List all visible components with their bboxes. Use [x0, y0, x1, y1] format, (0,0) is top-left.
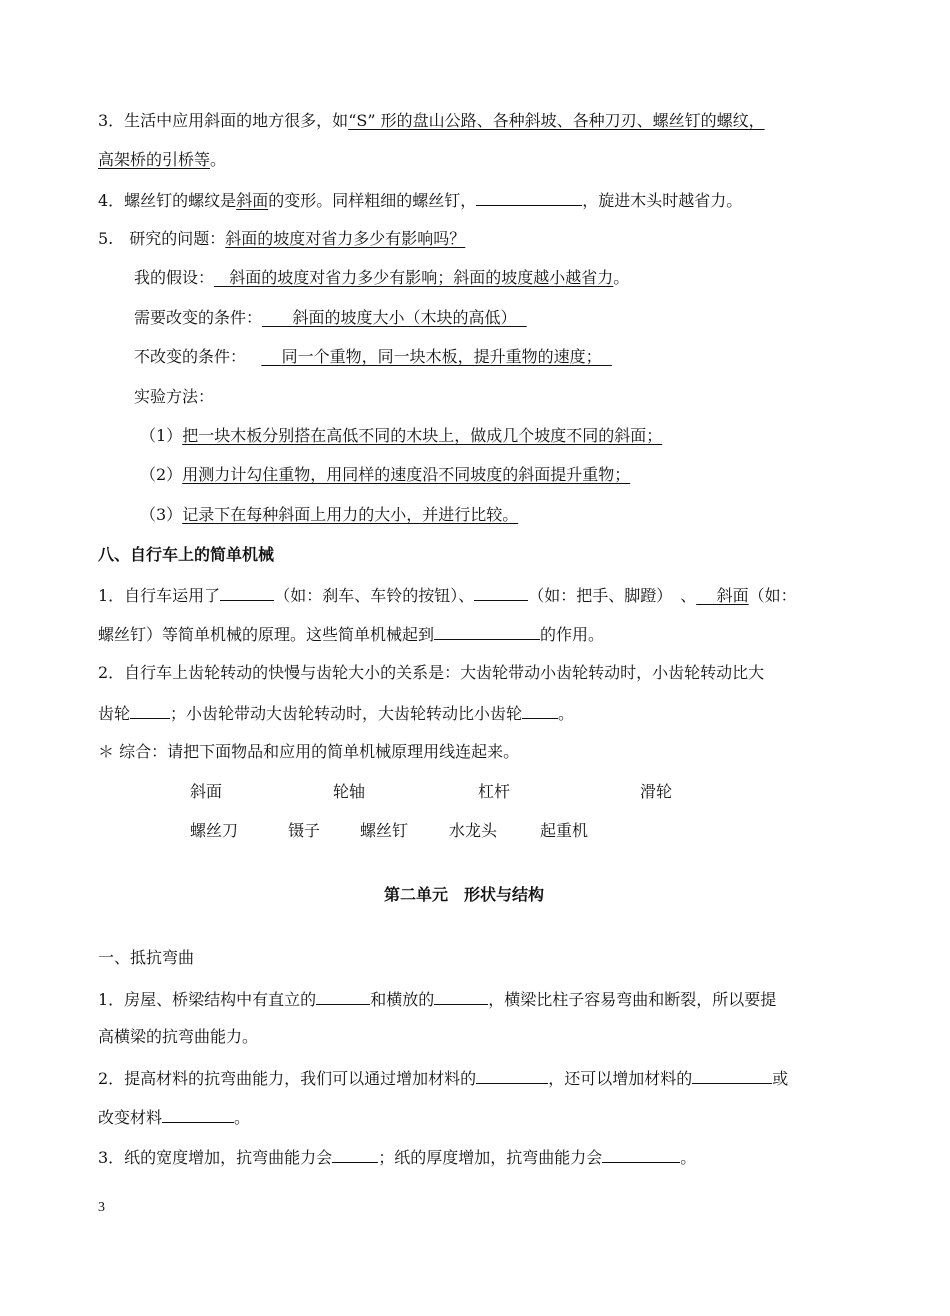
s8-item1-answer-text: 斜面 — [716, 586, 749, 605]
s8-item1-line2a: 螺丝钉）等简单机械的原理。这些简单机械起到 — [98, 625, 435, 644]
u2-item3-blank1[interactable] — [332, 1145, 378, 1163]
u2-item3-a: 3．纸的宽度增加，抗弯曲能力会 — [98, 1148, 333, 1167]
method-step-3 — [140, 504, 518, 526]
hypothesis-label: 我的假设： — [134, 268, 215, 287]
u2-item1-a: 1．房屋、桥梁结构中有直立的 — [98, 990, 317, 1009]
s8-item1-line1 — [98, 583, 797, 607]
step-text: 记录下在每种斜面上用力的大小，并进行比较。 — [182, 505, 519, 524]
item4-blank[interactable] — [476, 188, 582, 206]
object-term: 水龙头 — [449, 821, 498, 840]
u2-item2-blank1[interactable] — [476, 1066, 548, 1084]
u2-item2-line1 — [98, 1066, 788, 1090]
u2-item3-line — [98, 1145, 696, 1169]
step-num: （3） — [140, 505, 183, 524]
s8-item1-p1: 1．自行车运用了 — [98, 586, 221, 605]
u2-item1-blank2[interactable] — [434, 987, 488, 1005]
u2-item2-blank3[interactable] — [162, 1105, 234, 1123]
method-step-1 — [140, 425, 662, 447]
s8-item1-blank3[interactable] — [434, 622, 540, 640]
object-term: 镊子 — [288, 821, 321, 840]
s8-item2-blank2[interactable] — [522, 701, 558, 719]
keep-text: 同一个重物，同一块木板，提升重物的速度； — [281, 347, 602, 366]
keep-line — [134, 346, 612, 368]
s8-item1-line2 — [98, 622, 604, 646]
item3-suffix: 。 — [210, 150, 227, 169]
u2-item1-line2: 高横梁的抗弯曲能力。 — [98, 1027, 259, 1046]
item4-line — [98, 188, 742, 212]
hypothesis-end: 。 — [613, 268, 630, 287]
s8-item2-blank1[interactable] — [130, 701, 170, 719]
u2-item1-line1 — [98, 987, 776, 1011]
s8-item2-line2 — [98, 701, 574, 725]
u2-item3-blank2[interactable] — [602, 1145, 680, 1163]
item3-prefix: 3．生活中应用斜面的地方很多，如 — [98, 111, 349, 130]
s8-item1-p3: （如：把手、脚蹬） 、 — [528, 586, 697, 605]
s8-item1-blank2[interactable] — [474, 583, 528, 601]
u2-item2-blank2[interactable] — [692, 1066, 772, 1084]
method-label-text: 实验方法： — [134, 387, 215, 406]
principle-term: 滑轮 — [640, 782, 673, 801]
object-term: 螺丝钉 — [360, 821, 409, 840]
change-text: 斜面的坡度大小（木块的高低） — [292, 308, 517, 327]
item3-line2 — [98, 149, 226, 171]
u2-item3-c: 。 — [680, 1148, 697, 1167]
change-label: 需要改变的条件： — [134, 308, 263, 327]
hypothesis-text: 斜面的坡度对省力多少有影响；斜面的坡度越小越省力 — [229, 268, 614, 287]
u2-item2-line2a: 改变材料 — [98, 1108, 163, 1127]
u2-item2-c: 或 — [772, 1069, 789, 1088]
hypothesis-line — [134, 267, 629, 289]
page-number: 3 — [98, 1200, 105, 1215]
s8-item2-line2c: 。 — [558, 704, 575, 723]
principle-term: 轮轴 — [333, 782, 366, 801]
item4-answer: 斜面 — [236, 191, 269, 210]
item3-answer-part1: “S” 形的盘山公路、各种斜坡、各种刀刃、螺丝钉的螺纹， — [348, 111, 765, 130]
item4-prefix: 4．螺丝钉的螺纹是 — [98, 191, 237, 210]
question-text: 斜面的坡度对省力多少有影响吗？ — [225, 229, 466, 248]
object-term: 螺丝刀 — [190, 821, 239, 840]
method-step-2 — [140, 464, 630, 486]
item4-suffix: ，旋进木头时越省力。 — [582, 191, 743, 210]
u2-item3-b: ；纸的厚度增加，抗弯曲能力会 — [378, 1148, 603, 1167]
item4-middle: 的变形。同样粗细的螺丝钉， — [268, 191, 477, 210]
u2-item1-b: 和横放的 — [370, 990, 435, 1009]
s8-item1-blank1[interactable] — [220, 583, 274, 601]
s8-item1-p4: （如： — [748, 586, 797, 605]
principle-term: 斜面 — [190, 782, 223, 801]
unit2-subtitle: 一、抵抗弯曲 — [98, 948, 195, 967]
change-answer — [262, 308, 527, 327]
question-label: 5. 研究的问题： — [98, 229, 226, 248]
u2-item2-line2 — [98, 1105, 250, 1129]
u2-item2-line2b: 。 — [234, 1108, 251, 1127]
u2-item2-b: ，还可以增加材料的 — [548, 1069, 693, 1088]
keep-label: 不改变的条件： — [134, 347, 247, 366]
s8-item1-answer — [696, 586, 748, 605]
u2-item2-a: 2．提高材料的抗弯曲能力，我们可以通过增加材料的 — [98, 1069, 477, 1088]
s8-item2-line1: 2．自行车上齿轮转动的快慢与齿轮大小的关系是：大齿轮带动小齿轮转动时，小齿轮转动比大 — [98, 663, 765, 682]
item3-answer-part2: 高架桥的引桥等 — [98, 150, 211, 169]
principle-term: 杠杆 — [478, 782, 511, 801]
keep-answer — [261, 347, 612, 366]
s8-item1-line2b: 的作用。 — [540, 625, 605, 644]
s8-item2-line2a: 齿轮 — [98, 704, 131, 723]
s8-item1-p2: （如：刹车、车铃的按钮）、 — [274, 586, 475, 605]
step-text: 把一块木板分别搭在高低不同的木块上，做成几个坡度不同的斜面； — [182, 426, 663, 445]
u2-item1-blank1[interactable] — [316, 987, 370, 1005]
step-num: （1） — [140, 426, 183, 445]
hypothesis-answer — [214, 268, 613, 287]
object-term: 起重机 — [540, 821, 589, 840]
step-text: 用测力计勾住重物，用同样的速度沿不同坡度的斜面提升重物； — [182, 465, 631, 484]
change-line — [134, 307, 527, 329]
section-8-title: 八、自行车上的简单机械 — [98, 545, 275, 564]
step-num: （2） — [140, 465, 183, 484]
u2-item1-c: ，横梁比柱子容易弯曲和断裂，所以要提 — [488, 990, 777, 1009]
item5-question-line — [98, 228, 465, 250]
method-label — [134, 386, 214, 408]
item3-line1 — [98, 110, 765, 132]
unit2-title: 第二单元 形状与结构 — [384, 885, 545, 904]
summary-instruction: ＊ 综合：请把下面物品和应用的简单机械原理用线连起来。 — [98, 742, 520, 761]
s8-item2-line2b: ；小齿轮带动大齿轮转动时，大齿轮转动比小齿轮 — [170, 704, 523, 723]
